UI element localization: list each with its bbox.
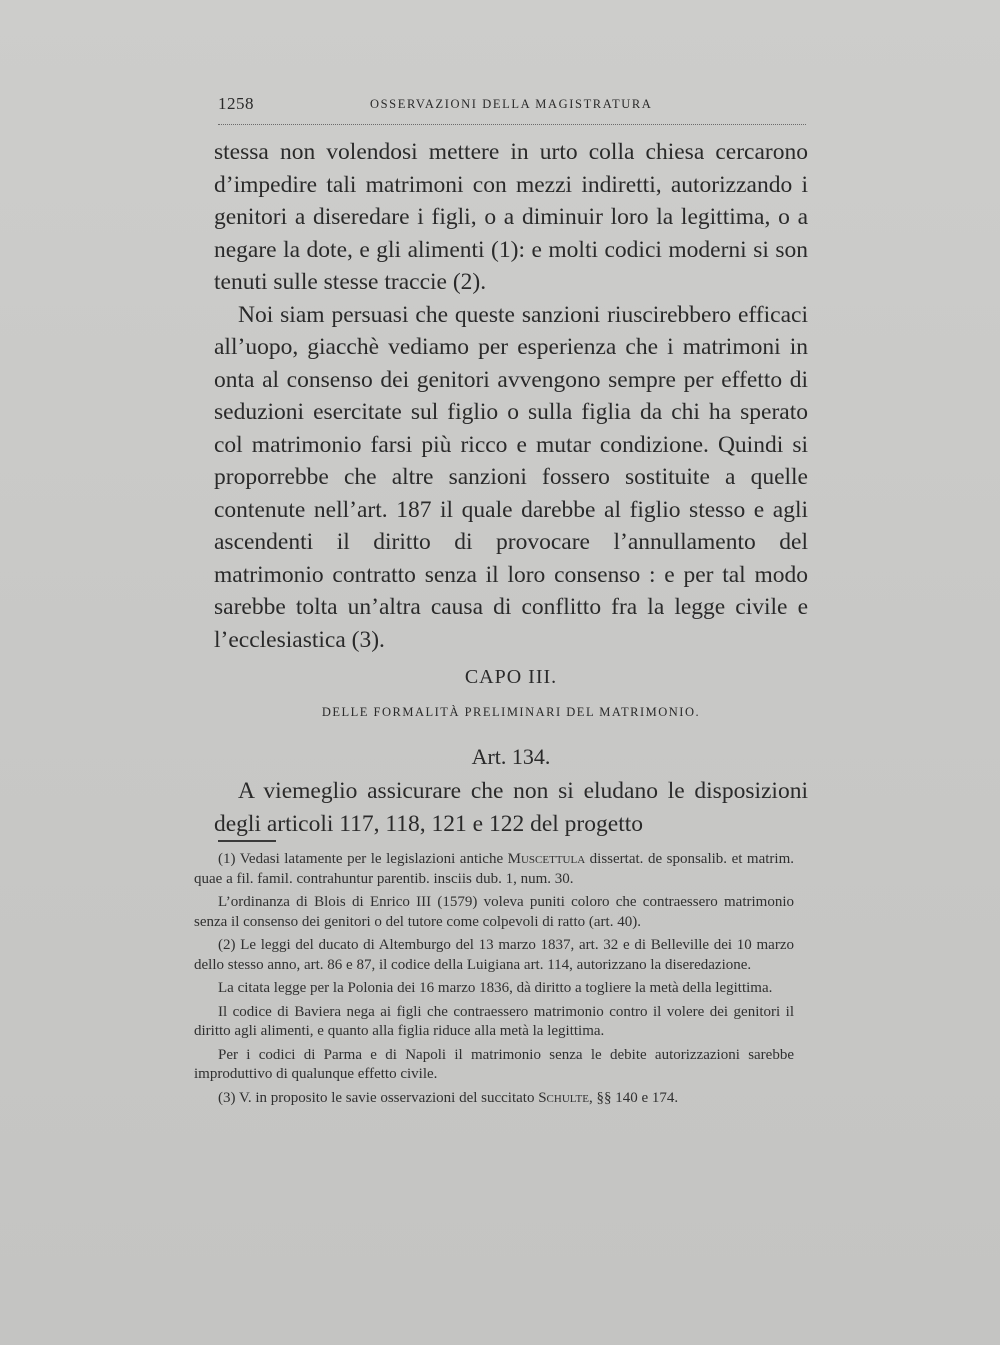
footnote xyxy=(194,850,794,889)
footnote-text: (3) V. in proposito le savie osservazioni del succitato xyxy=(218,1089,539,1106)
running-head: OSSERVAZIONI DELLA MAGISTRATURA xyxy=(370,97,653,111)
footnote-rule xyxy=(218,840,276,842)
cited-author: Muscettula xyxy=(507,851,586,867)
footnotes xyxy=(194,850,794,1112)
main-text xyxy=(214,136,808,656)
footnote: (2) Le leggi del ducato di Altemburgo del 13 marzo 1837, art. 32 e di Belleville dei 10 marzo dello stesso anno, art. 86 e 87, il codice della Luigiana art. 114, autorizzano la diseredazione. xyxy=(194,937,794,973)
chapter-subtitle: DELLE FORMALITÀ PRELIMINARI DEL MATRIMONIO. xyxy=(321,705,701,719)
footnote-text: (1) Vedasi latamente per le legislazioni antiche xyxy=(218,851,508,867)
page-header xyxy=(218,94,808,120)
footnote-text: dissertat. de sponsalib. et matrim. quae a fil. famil. contrahuntur parentib. insciis dub. 1, num. 30. xyxy=(194,851,794,887)
paragraph: Noi siam persuasi che queste sanzioni riuscirebbero efficaci all’uopo, giacchè vediamo per esperienza che i matrimoni in onta al consenso dei genitori avvengono sempre per effetto di seduzioni esercitate sul figlio o sulla figlia da chi ha sperato col matrimonio farsi più ricco e mutar condizione. Quindi si proporrebbe che altre sanzioni fossero sostituite a quelle contenute nell’art. 187 il quale darebbe al figlio stesso e agli ascendenti il diritto di provocare l’annullamento del matrimonio contratto senza il loro consenso : e per tal modo sarebbe tolta un’altra causa di conflitto fra la legge civile e l’ecclesiastica (3). xyxy=(214,301,808,653)
footnote: Il codice di Baviera nega ai figli che contraessero matrimonio contro il volere dei genitori il diritto agli alimenti, e quanto alla figlia riduce alla metà la legittima. xyxy=(194,1003,794,1039)
article-text xyxy=(214,775,808,840)
footnote: L’ordinanza di Blois di Enrico III (1579) voleva puniti coloro che contraessero matrimonio senza il consenso dei genitori o del tutore come colpevoli di ratto (art. 40). xyxy=(194,894,794,930)
chapter-title: CAPO III. xyxy=(464,666,558,688)
footnote: La citata legge per la Polonia dei 16 marzo 1836, dà diritto a togliere la metà della legittima. xyxy=(218,980,773,996)
paragraph: stessa non volendosi mettere in urto colla chiesa cercarono d’impedire tali matrimoni con mezzi indiretti, autorizzando i genitori a diseredare i figli, o a diminuir loro la legittima, o a negare la dote, e gli alimenti (1): e molti codici moderni si son tenuti sulle stesse traccie (2). xyxy=(214,139,808,295)
footnote-text: , §§ 140 e 174. xyxy=(588,1089,679,1106)
article-title: Art. 134. xyxy=(471,744,551,769)
header-rule xyxy=(218,124,806,125)
cited-author: Schulte xyxy=(538,1089,589,1106)
footnote xyxy=(194,1089,794,1109)
footnote: Per i codici di Parma e di Napoli il matrimonio senza le debite autorizzazioni sarebbe improduttivo di qualunque effetto civile. xyxy=(194,1046,794,1082)
page-number: 1258 xyxy=(218,94,254,113)
paragraph: A viemeglio assicurare che non si eludano le disposizioni degli articoli 117, 118, 121 e 122 del progetto xyxy=(214,778,808,837)
